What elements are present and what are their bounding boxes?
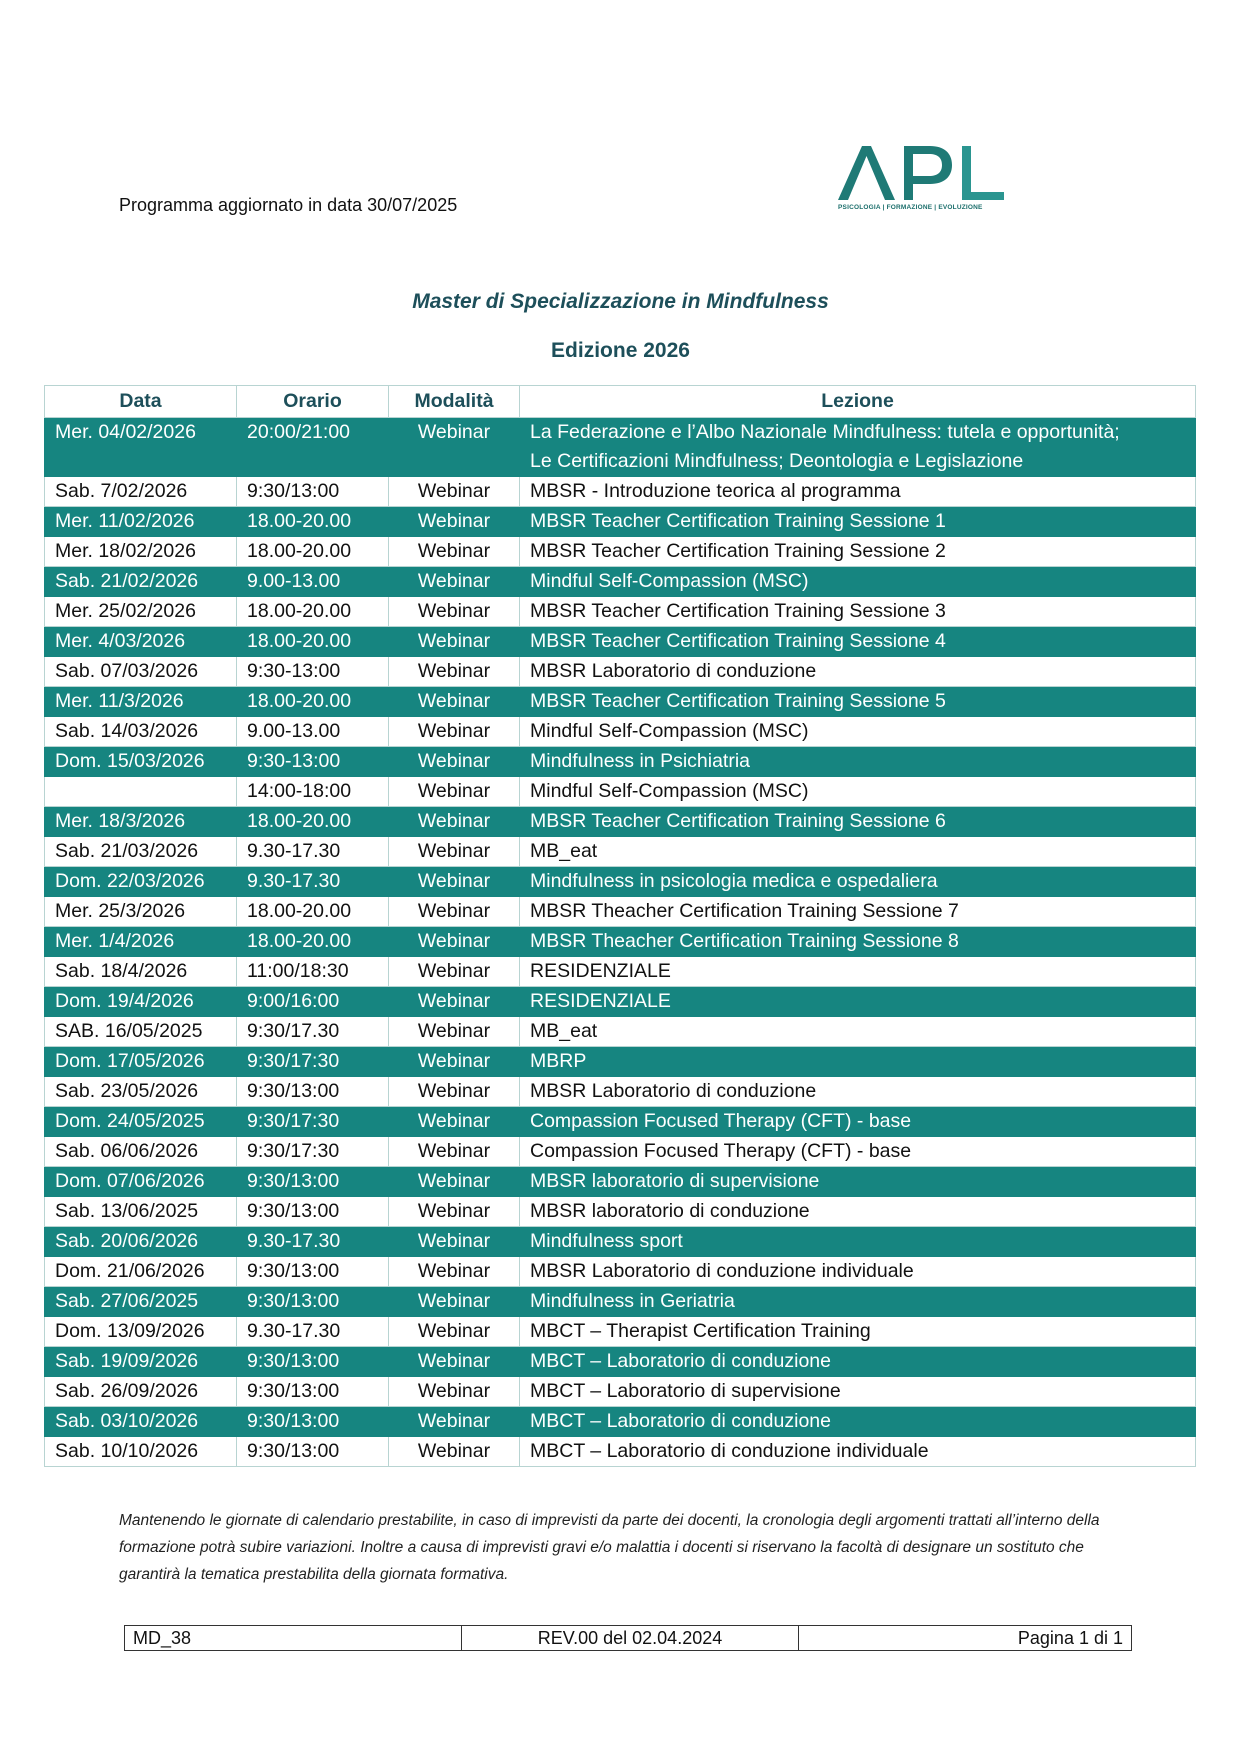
cell-time: 9:30/13:00 xyxy=(237,1377,389,1407)
table-row xyxy=(45,1347,1196,1377)
header-date: Data xyxy=(45,386,237,418)
cell-date: Dom. 07/06/2026 xyxy=(45,1167,237,1197)
cell-date: Sab. 13/06/2025 xyxy=(45,1197,237,1227)
cell-date: Mer. 1/4/2026 xyxy=(45,927,237,957)
cell-lesson xyxy=(520,418,1196,477)
cell-mode: Webinar xyxy=(389,1047,520,1077)
cell-lesson: MB_eat xyxy=(520,1017,1196,1047)
cell-mode: Webinar xyxy=(389,957,520,987)
cell-lesson: MBCT – Laboratorio di supervisione xyxy=(520,1377,1196,1407)
cell-mode: Webinar xyxy=(389,927,520,957)
table-row xyxy=(45,1287,1196,1317)
header-time: Orario xyxy=(237,386,389,418)
cell-lesson: MBSR Theacher Certification Training Sessione 7 xyxy=(520,897,1196,927)
header-mode: Modalità xyxy=(389,386,520,418)
cell-lesson: MBCT – Laboratorio di conduzione xyxy=(520,1347,1196,1377)
cell-lesson: MBRP xyxy=(520,1047,1196,1077)
cell-time: 9:30/17:30 xyxy=(237,1047,389,1077)
cell-date: Dom. 19/4/2026 xyxy=(45,987,237,1017)
cell-date: Dom. 22/03/2026 xyxy=(45,867,237,897)
table-row xyxy=(45,1167,1196,1197)
table-row xyxy=(45,1137,1196,1167)
cell-lesson: Compassion Focused Therapy (CFT) - base xyxy=(520,1137,1196,1167)
cell-mode: Webinar xyxy=(389,418,520,477)
cell-lesson: MBSR Teacher Certification Training Sessione 6 xyxy=(520,807,1196,837)
cell-time: 9:30/13:00 xyxy=(237,1407,389,1437)
cell-time: 9.30-17.30 xyxy=(237,1227,389,1257)
cell-time: 9:30/13:00 xyxy=(237,1167,389,1197)
document-footer xyxy=(124,1625,1132,1651)
cell-mode: Webinar xyxy=(389,477,520,507)
cell-date: Sab. 21/02/2026 xyxy=(45,567,237,597)
lesson-line-2: Le Certificazioni Mindfulness; Deontologia e Legislazione xyxy=(530,450,1024,472)
table-row xyxy=(45,1257,1196,1287)
table-row xyxy=(45,957,1196,987)
cell-time: 9:30/13:00 xyxy=(237,1437,389,1467)
cell-time: 9:30/13:00 xyxy=(237,1287,389,1317)
cell-lesson: MBSR Teacher Certification Training Sessione 3 xyxy=(520,597,1196,627)
header-lesson: Lezione xyxy=(520,386,1196,418)
cell-time: 9.30-17.30 xyxy=(237,837,389,867)
table-row xyxy=(45,1407,1196,1437)
cell-mode: Webinar xyxy=(389,1167,520,1197)
cell-mode: Webinar xyxy=(389,1077,520,1107)
lesson-line-1: La Federazione e l’Albo Nazionale Mindfulness: tutela e opportunità; xyxy=(530,421,1120,443)
table-row xyxy=(45,597,1196,627)
cell-time: 9:30/17:30 xyxy=(237,1107,389,1137)
cell-lesson: Mindful Self-Compassion (MSC) xyxy=(520,567,1196,597)
table-row xyxy=(45,987,1196,1017)
cell-lesson: MBSR Laboratorio di conduzione xyxy=(520,657,1196,687)
cell-date: Mer. 04/02/2026 xyxy=(45,418,237,477)
cell-lesson: Mindful Self-Compassion (MSC) xyxy=(520,777,1196,807)
cell-lesson: MB_eat xyxy=(520,837,1196,867)
cell-date: Sab. 27/06/2025 xyxy=(45,1287,237,1317)
cell-mode: Webinar xyxy=(389,1197,520,1227)
cell-time: 9:30/13:00 xyxy=(237,1347,389,1377)
cell-date: Dom. 21/06/2026 xyxy=(45,1257,237,1287)
cell-mode: Webinar xyxy=(389,507,520,537)
cell-mode: Webinar xyxy=(389,1407,520,1437)
footer-page: Pagina 1 di 1 xyxy=(799,1626,1132,1651)
cell-mode: Webinar xyxy=(389,1437,520,1467)
cell-time: 9:30-13:00 xyxy=(237,657,389,687)
cell-date: Sab. 21/03/2026 xyxy=(45,837,237,867)
cell-lesson: MBSR Theacher Certification Training Sessione 8 xyxy=(520,927,1196,957)
cell-date: Sab. 03/10/2026 xyxy=(45,1407,237,1437)
cell-time: 9:30/17.30 xyxy=(237,1017,389,1047)
cell-mode: Webinar xyxy=(389,1347,520,1377)
cell-mode: Webinar xyxy=(389,627,520,657)
cell-date: Sab. 19/09/2026 xyxy=(45,1347,237,1377)
cell-lesson: MBCT – Laboratorio di conduzione xyxy=(520,1407,1196,1437)
table-row xyxy=(45,717,1196,747)
cell-time: 18.00-20.00 xyxy=(237,687,389,717)
cell-lesson: MBSR Laboratorio di conduzione individuale xyxy=(520,1257,1196,1287)
cell-date: Sab. 06/06/2026 xyxy=(45,1137,237,1167)
cell-mode: Webinar xyxy=(389,1317,520,1347)
table-row xyxy=(45,1317,1196,1347)
cell-mode: Webinar xyxy=(389,1227,520,1257)
cell-time: 14:00-18:00 xyxy=(237,777,389,807)
cell-date: Mer. 25/02/2026 xyxy=(45,597,237,627)
cell-date: SAB. 16/05/2025 xyxy=(45,1017,237,1047)
cell-date: Sab. 10/10/2026 xyxy=(45,1437,237,1467)
apl-logo-mark xyxy=(838,142,1008,202)
cell-time: 9.00-13.00 xyxy=(237,567,389,597)
cell-lesson: Mindfulness in Psichiatria xyxy=(520,747,1196,777)
cell-lesson: Mindfulness in psicologia medica e ospedaliera xyxy=(520,867,1196,897)
schedule-table xyxy=(44,385,1196,1467)
cell-date: Mer. 18/3/2026 xyxy=(45,807,237,837)
cell-mode: Webinar xyxy=(389,717,520,747)
table-row xyxy=(45,1077,1196,1107)
cell-mode: Webinar xyxy=(389,987,520,1017)
cell-lesson: Mindfulness sport xyxy=(520,1227,1196,1257)
cell-mode: Webinar xyxy=(389,1017,520,1047)
cell-mode: Webinar xyxy=(389,777,520,807)
cell-date: Sab. 26/09/2026 xyxy=(45,1377,237,1407)
table-row xyxy=(45,807,1196,837)
document-title: Master di Specializzazione in Mindfulness xyxy=(412,290,829,313)
cell-mode: Webinar xyxy=(389,837,520,867)
cell-date: Mer. 11/3/2026 xyxy=(45,687,237,717)
cell-date: Dom. 24/05/2025 xyxy=(45,1107,237,1137)
cell-lesson: RESIDENZIALE xyxy=(520,957,1196,987)
table-row xyxy=(45,477,1196,507)
table-row xyxy=(45,1017,1196,1047)
cell-lesson: Compassion Focused Therapy (CFT) - base xyxy=(520,1107,1196,1137)
cell-date: Dom. 13/09/2026 xyxy=(45,1317,237,1347)
cell-time: 18.00-20.00 xyxy=(237,927,389,957)
cell-date: Mer. 4/03/2026 xyxy=(45,627,237,657)
cell-mode: Webinar xyxy=(389,1377,520,1407)
cell-time: 9:30/13:00 xyxy=(237,477,389,507)
table-row xyxy=(45,747,1196,777)
cell-lesson: MBSR - Introduzione teorica al programma xyxy=(520,477,1196,507)
table-row xyxy=(45,537,1196,567)
cell-mode: Webinar xyxy=(389,1137,520,1167)
table-row xyxy=(45,1437,1196,1467)
footer-code: MD_38 xyxy=(125,1626,462,1651)
cell-lesson: MBSR Teacher Certification Training Sessione 1 xyxy=(520,507,1196,537)
cell-lesson: MBSR laboratorio di conduzione xyxy=(520,1197,1196,1227)
edition-subtitle: Edizione 2026 xyxy=(551,339,690,362)
cell-mode: Webinar xyxy=(389,1107,520,1137)
cell-lesson: MBCT – Therapist Certification Training xyxy=(520,1317,1196,1347)
cell-time: 18.00-20.00 xyxy=(237,507,389,537)
cell-date: Sab. 7/02/2026 xyxy=(45,477,237,507)
logo-tagline: PSICOLOGIA | FORMAZIONE | EVOLUZIONE xyxy=(838,204,983,211)
cell-lesson: Mindful Self-Compassion (MSC) xyxy=(520,717,1196,747)
cell-time: 18.00-20.00 xyxy=(237,897,389,927)
cell-lesson: Mindfulness in Geriatria xyxy=(520,1287,1196,1317)
table-row xyxy=(45,507,1196,537)
cell-mode: Webinar xyxy=(389,897,520,927)
cell-lesson: RESIDENZIALE xyxy=(520,987,1196,1017)
table-row xyxy=(45,418,1196,477)
cell-date: Dom. 17/05/2026 xyxy=(45,1047,237,1077)
cell-time: 18.00-20.00 xyxy=(237,627,389,657)
table-row xyxy=(45,1227,1196,1257)
apl-logo xyxy=(838,142,1008,222)
cell-date: Mer. 25/3/2026 xyxy=(45,897,237,927)
cell-mode: Webinar xyxy=(389,597,520,627)
cell-time: 9:30/17:30 xyxy=(237,1137,389,1167)
cell-mode: Webinar xyxy=(389,867,520,897)
cell-date: Sab. 20/06/2026 xyxy=(45,1227,237,1257)
cell-time: 11:00/18:30 xyxy=(237,957,389,987)
cell-mode: Webinar xyxy=(389,567,520,597)
cell-time: 18.00-20.00 xyxy=(237,597,389,627)
cell-time: 9:00/16:00 xyxy=(237,987,389,1017)
table-row xyxy=(45,627,1196,657)
table-row xyxy=(45,687,1196,717)
cell-lesson: MBSR laboratorio di supervisione xyxy=(520,1167,1196,1197)
table-row xyxy=(45,567,1196,597)
cell-time: 18.00-20.00 xyxy=(237,807,389,837)
cell-mode: Webinar xyxy=(389,1287,520,1317)
cell-date: Sab. 07/03/2026 xyxy=(45,657,237,687)
disclaimer-note: Mantenendo le giornate di calendario prestabilite, in caso di imprevisti da parte dei docenti, la cronologia degli argomenti trattati all’interno della formazione potrà subire variazioni. Inoltre a causa di imprevisti gravi e/o malattia i docenti si riservano la facoltà di designare un sostituto che garantirà la tematica prestabilita della giornata formativa. xyxy=(119,1512,1100,1583)
table-row xyxy=(45,777,1196,807)
table-row xyxy=(45,657,1196,687)
cell-mode: Webinar xyxy=(389,657,520,687)
cell-lesson: MBSR Teacher Certification Training Sessione 5 xyxy=(520,687,1196,717)
cell-time: 9:30/13:00 xyxy=(237,1257,389,1287)
cell-mode: Webinar xyxy=(389,747,520,777)
table-row xyxy=(45,927,1196,957)
table-row xyxy=(45,897,1196,927)
cell-time: 9.00-13.00 xyxy=(237,717,389,747)
cell-mode: Webinar xyxy=(389,1257,520,1287)
cell-mode: Webinar xyxy=(389,687,520,717)
cell-lesson: MBCT – Laboratorio di conduzione individuale xyxy=(520,1437,1196,1467)
table-header-row xyxy=(45,386,1196,418)
cell-time: 18.00-20.00 xyxy=(237,537,389,567)
table-row xyxy=(45,837,1196,867)
cell-time: 20:00/21:00 xyxy=(237,418,389,477)
cell-lesson: MBSR Laboratorio di conduzione xyxy=(520,1077,1196,1107)
cell-date: Sab. 23/05/2026 xyxy=(45,1077,237,1107)
table-row xyxy=(45,1107,1196,1137)
cell-date: Sab. 18/4/2026 xyxy=(45,957,237,987)
table-row xyxy=(45,1377,1196,1407)
cell-time: 9:30-13:00 xyxy=(237,747,389,777)
update-date: Programma aggiornato in data 30/07/2025 xyxy=(119,195,458,215)
cell-time: 9:30/13:00 xyxy=(237,1077,389,1107)
cell-date: Sab. 14/03/2026 xyxy=(45,717,237,747)
cell-mode: Webinar xyxy=(389,537,520,567)
cell-lesson: MBSR Teacher Certification Training Sessione 4 xyxy=(520,627,1196,657)
cell-date: Mer. 18/02/2026 xyxy=(45,537,237,567)
cell-date xyxy=(45,777,237,807)
cell-date: Mer. 11/02/2026 xyxy=(45,507,237,537)
cell-mode: Webinar xyxy=(389,807,520,837)
table-row xyxy=(45,1047,1196,1077)
table-row xyxy=(45,867,1196,897)
cell-time: 9.30-17.30 xyxy=(237,1317,389,1347)
cell-lesson: MBSR Teacher Certification Training Sessione 2 xyxy=(520,537,1196,567)
cell-time: 9:30/13:00 xyxy=(237,1197,389,1227)
footer-revision: REV.00 del 02.04.2024 xyxy=(462,1626,799,1651)
table-row xyxy=(45,1197,1196,1227)
cell-date: Dom. 15/03/2026 xyxy=(45,747,237,777)
cell-time: 9.30-17.30 xyxy=(237,867,389,897)
